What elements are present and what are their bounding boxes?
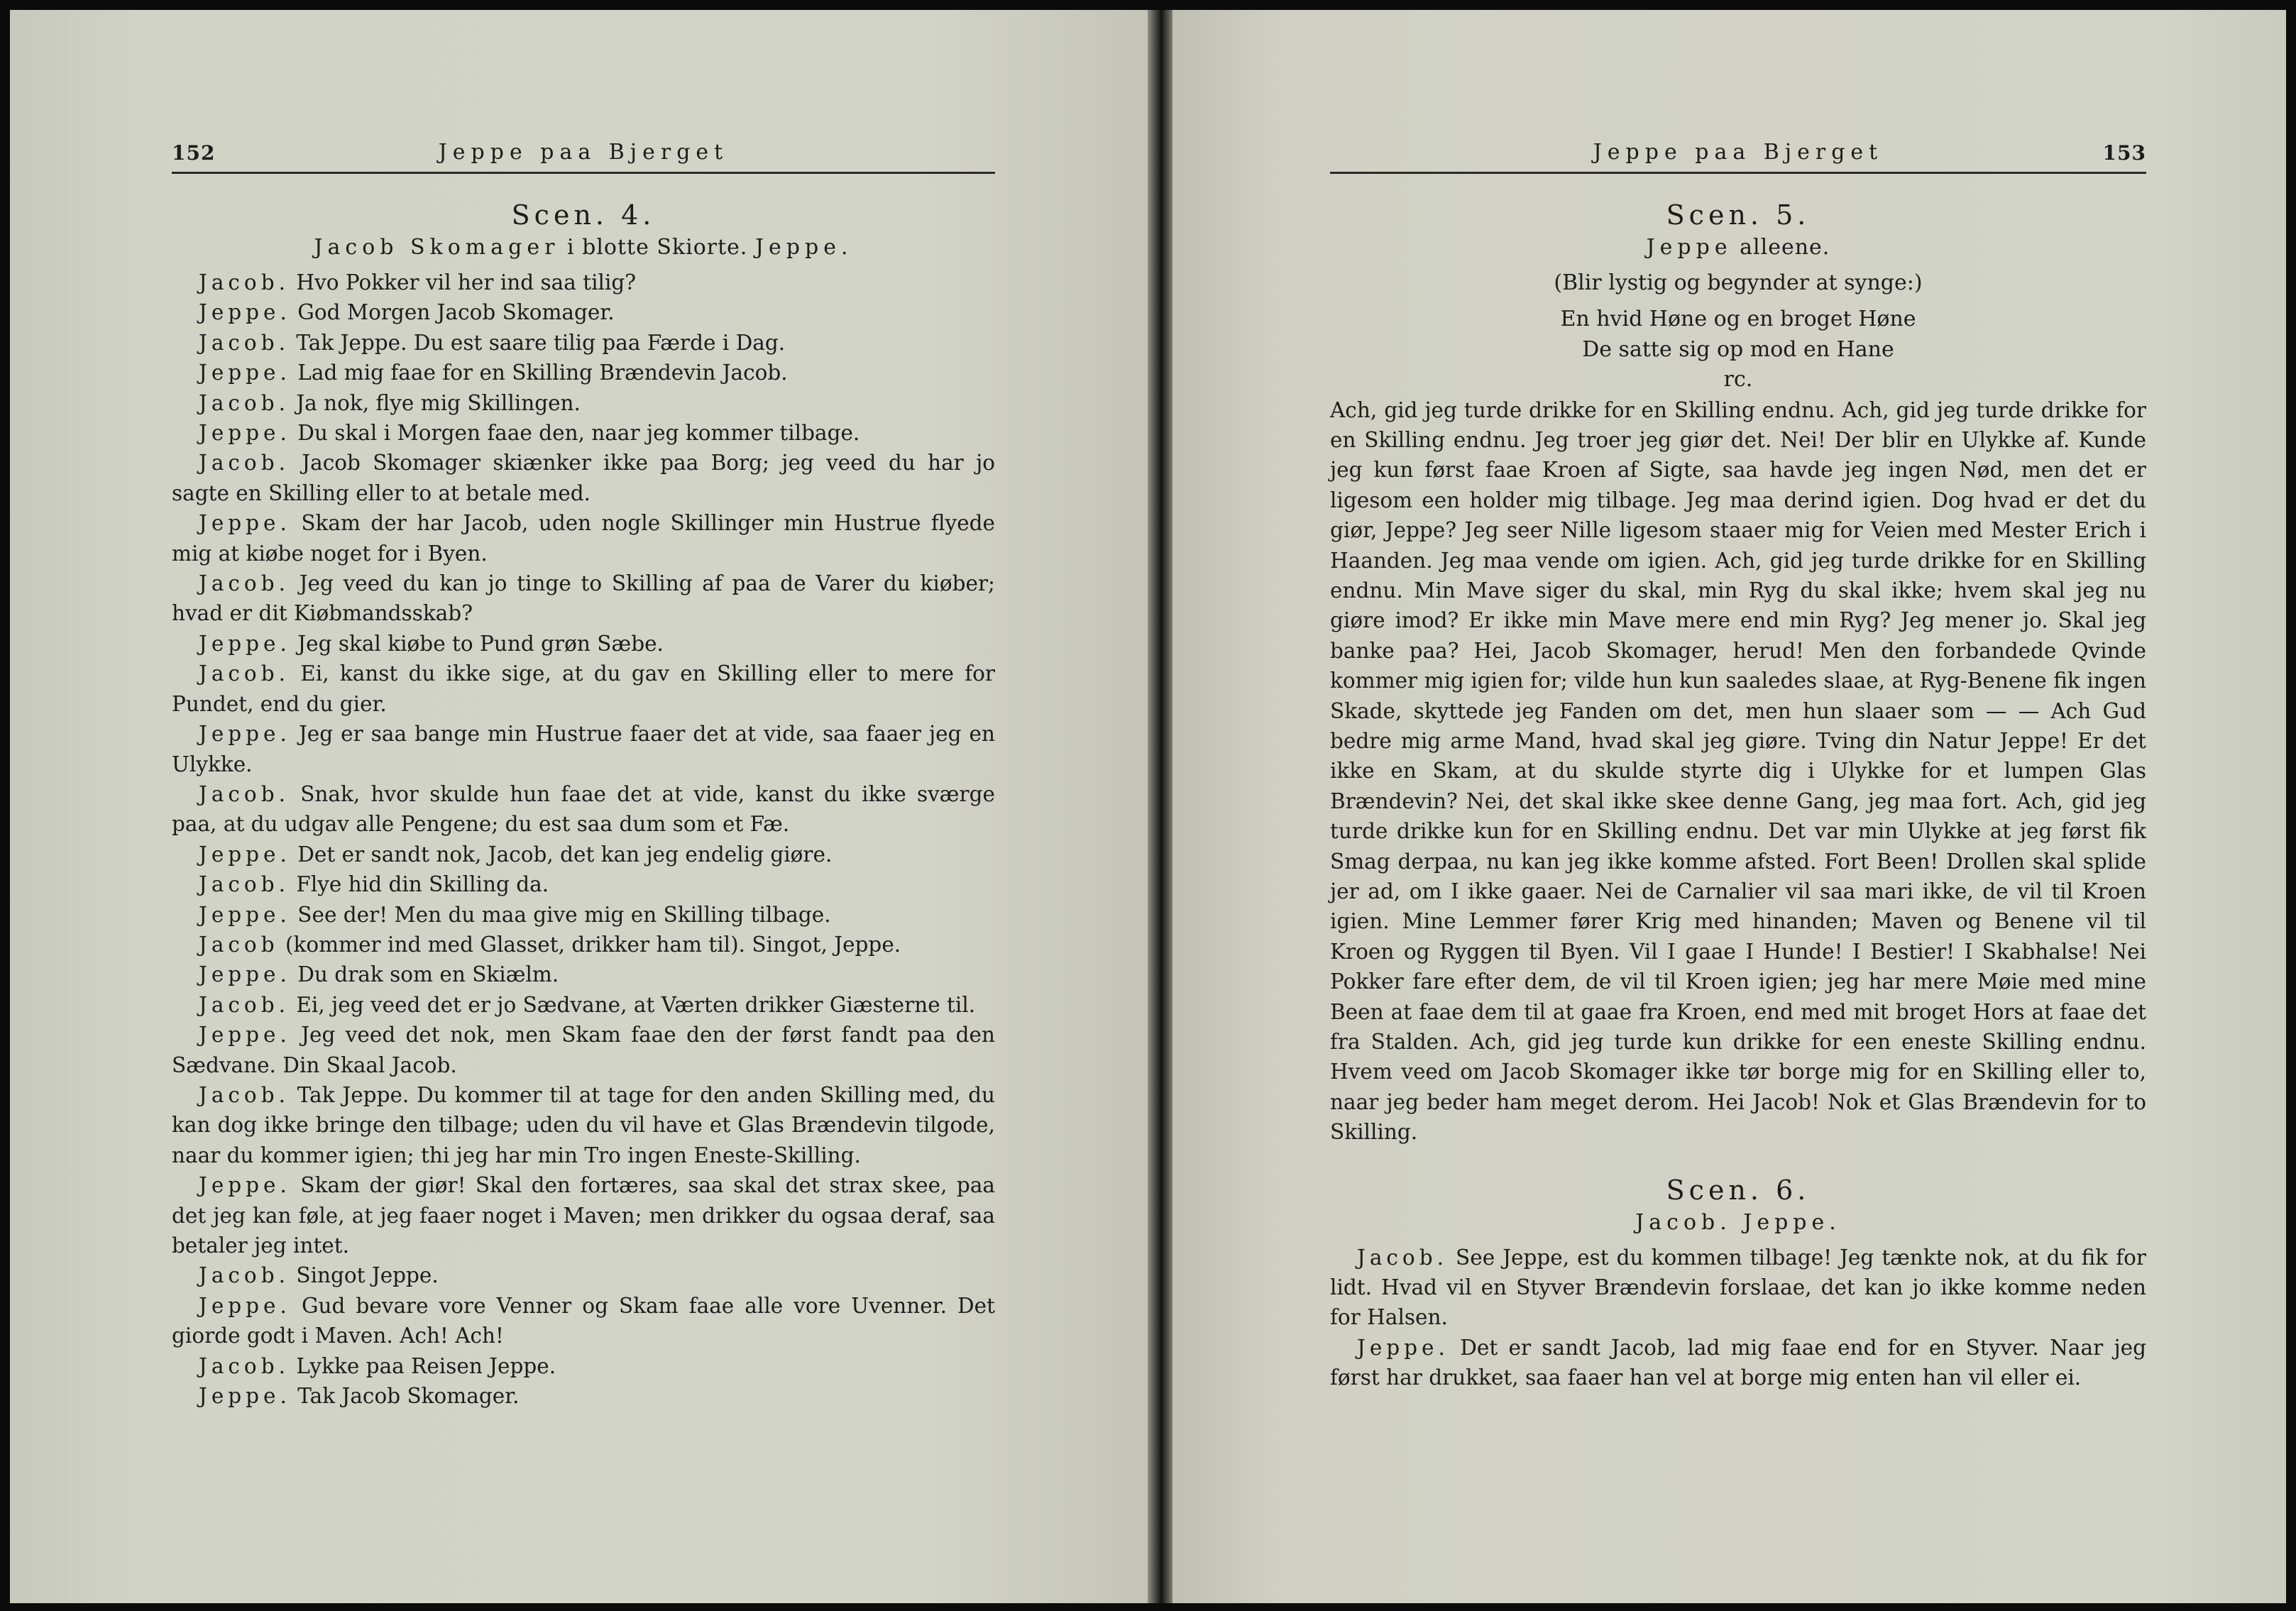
dialogue-line	[172, 900, 995, 930]
scene-subtitle	[1330, 232, 2146, 263]
dialogue-text: Det er sandt Jacob, lad mig faae end for en Styver. Naar jeg først har drukket, saa faaer han vel at borge mig enten han vil eller ei.	[1330, 1335, 2146, 1390]
dialogue-line	[172, 840, 995, 869]
song-line: De satte sig op mod en Hane	[1582, 336, 1894, 362]
dialogue-line	[172, 1170, 995, 1260]
speaker-name: Jeppe.	[199, 361, 291, 385]
dialogue-line	[172, 659, 995, 719]
dialogue-text: Snak, hvor skulde hun faae det at vide, kanst du ikke sværge paa, at du udgav alle Pengene; du est saa dum som et Fæ.	[172, 781, 995, 837]
dialogue-text: Ei, kanst du ikke sige, at du gav en Skilling eller to mere for Pundet, end du gier.	[172, 661, 995, 716]
dialogue-text: Skam der giør! Skal den fortæres, saa skal det strax skee, paa det jeg kan føle, at jeg faaer noget i Maven; men drikker du ogsaa deraf, saa betaler jeg intet.	[172, 1173, 995, 1258]
scene-subtitle-text: Jacob. Jeppe.	[1635, 1209, 1841, 1235]
dialogue-text: Ei, jeg veed det er jo Sædvane, at Værten drikker Giæsterne til.	[296, 992, 976, 1017]
dialogue-text: See der! Men du maa give mig en Skilling tilbage.	[297, 902, 831, 927]
dialogue-text: Jacob Skomager skiænker ikke paa Borg; jeg veed du har jo sagte en Skilling eller to at betale med.	[172, 451, 995, 505]
scene-subtitle	[1330, 1207, 2146, 1238]
dialogue-line	[172, 629, 995, 659]
speaker-name: Jacob.	[199, 1082, 290, 1107]
dialogue-line	[172, 1020, 995, 1080]
dialogue-line	[172, 960, 995, 989]
dialogue-line	[172, 297, 995, 327]
dialogue-text: Flye hid din Skilling da.	[296, 872, 549, 897]
dialogue-text: See Jeppe, est du kommen tilbage! Jeg tænkte nok, at du fik for lidt. Hvad vil en Styver Brændevin forslaae, det kan jo ikke komme neden for Halsen.	[1330, 1245, 2146, 1330]
dialogue-text: Jeg skal kiøbe to Pund grøn Sæbe.	[297, 631, 664, 656]
speaker-name: Jacob.	[199, 571, 290, 596]
dialogue-line	[172, 1381, 995, 1411]
dialogue-line	[172, 869, 995, 899]
dialogue-text: Lykke paa Reisen Jeppe.	[296, 1353, 556, 1378]
right-page-content	[1330, 129, 2146, 1393]
speaker-name: Jacob.	[199, 872, 290, 897]
speaker-name: Jacob.	[199, 661, 290, 686]
dialogue-line	[172, 568, 995, 629]
scene-subtitle-speaker: Jeppe	[1646, 235, 1732, 260]
dialogue-text: Singot Jeppe.	[296, 1263, 439, 1288]
song-line: rc.	[1723, 367, 1753, 392]
speaker-name: Jacob.	[199, 390, 290, 415]
dialogue-text: Gud bevare vore Venner og Skam faae alle vore Uvenner. Det giorde godt i Maven. Ach! Ach!	[172, 1293, 995, 1348]
page-number: 153	[2102, 141, 2146, 165]
speaker-name: Jeppe.	[199, 902, 291, 927]
speaker-name: Jeppe.	[199, 421, 291, 446]
left-page-content	[172, 129, 995, 1411]
dialogue-line	[1330, 1243, 2146, 1333]
dialogue-text: Lad mig faae for en Skilling Brændevin Jacob.	[297, 361, 788, 385]
stage-direction: (Blir lystig og begynder at synge:)	[1554, 270, 1923, 295]
scene-subtitle-speaker: Jeppe.	[755, 235, 853, 260]
dialogue-text: Skam der har Jacob, uden nogle Skillinger min Hustrue flyede mig at kiøbe noget for i Byen.	[172, 511, 995, 566]
running-title: Jeppe paa Bjerget	[1593, 140, 1884, 165]
dialogue-text: Tak Jacob Skomager.	[297, 1384, 520, 1409]
speaker-name: Jeppe.	[1357, 1335, 1449, 1360]
dialogue-text: (kommer ind med Glasset, drikker ham til). Singot, Jeppe.	[285, 932, 901, 957]
speaker-name: Jeppe.	[199, 511, 291, 536]
speaker-name: Jeppe.	[199, 1173, 291, 1198]
dialogue-line	[172, 418, 995, 448]
dialogue-text: Hvo Pokker vil her ind saa tilig?	[296, 270, 637, 295]
scene-heading: Scen. 5.	[1666, 199, 1811, 231]
dialogue-line	[172, 358, 995, 387]
book-gutter	[1148, 10, 1172, 1603]
dialogue-line	[172, 779, 995, 840]
dialogue-line	[172, 1351, 995, 1381]
dialogue-text: Tak Jeppe. Du kommer til at tage for den anden Skilling med, du kan dog ikke bringe den tilbage; uden du vil have et Glas Brændevin tilgode, naar du kommer igien; thi jeg har min Tro ingen Eneste-Skilling.	[172, 1082, 995, 1167]
left-page	[10, 10, 1148, 1603]
running-header	[172, 129, 995, 174]
speaker-name: Jeppe.	[199, 300, 291, 325]
speaker-name: Jacob.	[199, 781, 290, 806]
dialogue-list	[172, 268, 995, 1411]
dialogue-line	[172, 1260, 995, 1290]
dialogue-text: Jeg er saa bange min Hustrue faaer det at vide, saa faaer jeg en Ulykke.	[172, 722, 995, 776]
speaker-name: Jacob	[199, 932, 279, 957]
song-line: En hvid Høne og en broget Høne	[1560, 307, 1916, 331]
speaker-name: Jeppe.	[199, 962, 291, 987]
dialogue-text: Det er sandt nok, Jacob, det kan jeg endelig giøre.	[297, 842, 833, 867]
right-page	[1172, 10, 2286, 1603]
speaker-name: Jeppe.	[199, 722, 291, 747]
dialogue-line	[172, 930, 995, 960]
dialogue-line	[172, 388, 995, 418]
speaker-name: Jeppe.	[199, 631, 291, 656]
dialogue-line	[172, 1080, 995, 1170]
page-number: 152	[172, 141, 216, 165]
speaker-name: Jeppe.	[199, 1293, 291, 1318]
dialogue-line	[172, 328, 995, 358]
speaker-name: Jacob.	[199, 1353, 290, 1378]
running-title: Jeppe paa Bjerget	[438, 140, 729, 165]
speaker-name: Jacob.	[199, 270, 290, 295]
dialogue-line	[172, 1291, 995, 1351]
running-header	[1330, 129, 2146, 174]
dialogue-text: God Morgen Jacob Skomager.	[297, 300, 615, 325]
dialogue-line	[172, 719, 995, 779]
speaker-name: Jacob.	[1357, 1245, 1448, 1270]
scene-subtitle-text: i blotte Skiorte.	[567, 235, 748, 260]
speaker-name: Jacob.	[199, 451, 290, 475]
speaker-name: Jeppe.	[199, 1023, 291, 1048]
dialogue-line	[172, 990, 995, 1020]
dialogue-text: Jeg veed det nok, men Skam faae den der først fandt paa den Sædvane. Din Skaal Jacob.	[172, 1023, 995, 1077]
dialogue-text: Tak Jeppe. Du est saare tilig paa Færde i Dag.	[296, 330, 786, 355]
scene-subtitle	[172, 232, 995, 263]
scene-subtitle-speaker: Jacob Skomager	[314, 235, 560, 260]
dialogue-text: Du skal i Morgen faae den, naar jeg kommer tilbage.	[297, 421, 860, 446]
dialogue-text: Jeg veed du kan jo tinge to Skilling af paa de Varer du kiøber; hvad er dit Kiøbmandsskab?	[172, 571, 995, 626]
speaker-name: Jacob.	[199, 992, 290, 1017]
speaker-name: Jacob.	[199, 330, 290, 355]
scene-heading: Scen. 6.	[1666, 1174, 1811, 1206]
dialogue-text: Ja nok, flye mig Skillingen.	[296, 390, 581, 415]
monologue-paragraph: Ach, gid jeg turde drikke for en Skilling endnu. Ach, gid jeg turde drikke for en Skilling endnu. Jeg troer jeg giør det. Nei! Der blir en Ulykke af. Kunde jeg kun først faae Kroen af Sigte, saa havde jeg ingen Nød, men det er ligesom een holder mig tilbage. Jeg maa derind igien. Dog hvad er det du giør, Jeppe? Jeg seer Nille ligesom staaer mig for Veien med Mester Erich i Haanden. Jeg maa vende om igien. Ach, gid jeg turde drikke for en Skilling endnu. Min Mave siger du skal, min Ryg du skal ikke; hvem skal jeg nu giøre imod? Er ikke min Mave mere end min Ryg? Jeg mener jo. Skal jeg banke paa? Hei, Jacob Skomager, herud! Men den forbandede Qvinde kommer mig igien for; vilde hun kun saaledes slaae, at Ryg-Benene fik ingen Skade, skyttede jeg Fanden om det, men hun slaaer som — — Ach Gud bedre mig arme Mand, hvad skal jeg giøre. Tving din Natur Jeppe! Er det ikke en Skam, at du skulde styrte dig i Ulykke for et lumpen Glas Brændevin? Nei, det skal ikke skee denne Gang, jeg maa fort. Ach, gid jeg turde drikke kun for en Skilling endnu. Det var min Ulykke at jeg først fik Smag derpaa, nu kan jeg ikke komme afsted. Fort Been! Drollen skal splide jer ad, om I ikke gaaer. Nei de Carnalier vil saa mari ikke, de vil til Kroen igien. Mine Lemmer fører Krig med hinanden; Maven og Benene vil til Kroen og Ryggen til Byen. Vil I gaae I Hunde! I Bestier! I Skabhalse! Nei Pokker fare efter dem, de vil til Kroen igien; jeg har mere Møie med mine Been at faae dem til at gaae fra Kroen, end med mit broget Hors at faae det fra Stalden. Ach, gid jeg turde kun drikke for een eneste Skilling endnu. Hvem veed om Jacob Skomager ikke tør borge mig for en Skilling eller to, naar jeg beder ham meget derom. Hei Jacob! Nok et Glas Brændevin for to Skilling.	[1330, 397, 2146, 1145]
dialogue-line	[172, 508, 995, 568]
speaker-name: Jeppe.	[199, 842, 291, 867]
dialogue-line	[172, 268, 995, 297]
dialogue-list	[1330, 1243, 2146, 1393]
speaker-name: Jeppe.	[199, 1384, 291, 1409]
dialogue-line	[1330, 1333, 2146, 1393]
speaker-name: Jacob.	[199, 1263, 290, 1288]
scene-subtitle-text: alleene.	[1740, 235, 1830, 260]
dialogue-line	[172, 448, 995, 508]
dialogue-text: Du drak som en Skiælm.	[297, 962, 559, 987]
scene-heading: Scen. 4.	[511, 199, 656, 231]
